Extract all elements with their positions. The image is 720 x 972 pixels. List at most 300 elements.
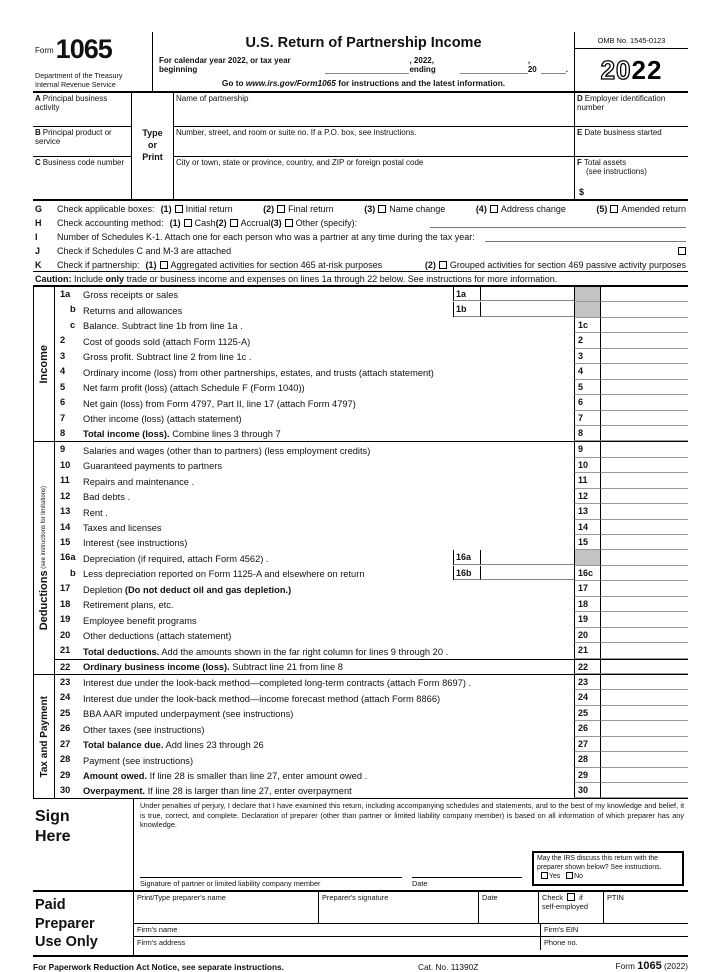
line-number-box: 16c <box>574 566 600 581</box>
option-label: Initial return <box>185 203 233 214</box>
dept-line2: Internal Revenue Service <box>35 80 116 89</box>
preparer-name-field[interactable] <box>134 892 319 923</box>
line-text <box>83 675 574 690</box>
cal-text-4: . <box>565 65 568 74</box>
shaded-cell <box>574 287 600 302</box>
line-b-amount-field[interactable] <box>600 302 688 317</box>
section-label: Income <box>38 344 50 384</box>
line-H <box>33 215 688 229</box>
street-address-field[interactable] <box>174 127 574 157</box>
line-20 <box>55 628 688 643</box>
line-number-box: 3 <box>574 349 600 364</box>
line-number-box: 19 <box>574 612 600 627</box>
line-18-amount-field[interactable] <box>600 597 688 612</box>
line-number: 27 <box>60 738 71 749</box>
form-1065-page <box>33 32 688 972</box>
line-number: 11 <box>60 475 70 486</box>
line-number-box: 25 <box>574 706 600 721</box>
line-10 <box>55 458 688 473</box>
line-4-amount-field[interactable] <box>600 364 688 379</box>
partnership-checkbox-1[interactable] <box>160 261 168 269</box>
checkbox-option <box>425 260 686 270</box>
dept-line1: Department of the Treasury <box>35 71 123 80</box>
line-1a-amount-field[interactable] <box>600 287 688 302</box>
line-label: Less depreciation reported on Form 1125-A and elsewhere on return <box>83 569 365 580</box>
line-label: Depreciation (if required, attach Form 4562) . <box>83 553 269 564</box>
line-26 <box>55 721 688 736</box>
line-number-box: 29 <box>574 768 600 783</box>
partnership-checkbox-2[interactable] <box>439 261 447 269</box>
line-3-amount-field[interactable] <box>600 349 688 364</box>
line-label: Total balance due. Add lines 23 through 26 <box>83 740 264 751</box>
name-of-partnership-label: Name of partnership <box>176 94 249 103</box>
line-16c-amount-field[interactable] <box>600 566 688 581</box>
line-27 <box>55 737 688 752</box>
dollar-sign: $ <box>579 187 585 197</box>
line-number-box: 9 <box>574 442 600 457</box>
line-11-amount-field[interactable] <box>600 473 688 488</box>
firm-ein-label: Firm's EIN <box>544 925 579 935</box>
line-text <box>83 535 574 550</box>
line-23 <box>55 675 688 690</box>
footer-form-word: Form <box>615 960 635 971</box>
principal-product-cell[interactable] <box>33 127 131 157</box>
line-1a <box>55 287 688 302</box>
option-label: Accrual <box>240 217 271 228</box>
line-22-amount-field[interactable] <box>600 660 688 674</box>
sign-here-label <box>33 799 133 890</box>
section-rows <box>55 675 688 799</box>
line-label: Gross profit. Subtract line 2 from line 1c . <box>83 352 252 363</box>
tax-year-begin-field[interactable] <box>325 65 410 74</box>
line-16b-entry-field[interactable] <box>481 566 574 580</box>
goto-suffix: for instructions and the latest information. <box>335 78 506 88</box>
checkbox-option <box>161 204 233 214</box>
line-25-amount-field[interactable] <box>600 706 688 721</box>
option-number: (4) <box>475 203 487 214</box>
entity-left-labels <box>33 93 131 199</box>
line-number: 29 <box>60 769 71 780</box>
line-H-label: Check accounting method: <box>57 217 164 228</box>
line-number: 17 <box>60 583 71 594</box>
line-number: 7 <box>60 412 66 423</box>
line-number: 25 <box>60 707 71 718</box>
item-b-label: Principal product or service <box>35 128 112 146</box>
line-number: 21 <box>60 645 71 656</box>
firm-address-field[interactable] <box>134 937 540 950</box>
line-label: Other taxes (see instructions) <box>83 724 205 735</box>
signature-date-caption: Date <box>412 879 428 889</box>
line-number-box: 14 <box>574 520 600 535</box>
line-text <box>83 458 574 473</box>
line-1b-entry-field[interactable] <box>481 302 574 316</box>
line-number-box: 18 <box>574 597 600 612</box>
line-17-amount-field[interactable] <box>600 581 688 596</box>
option-number: (1) <box>160 203 172 214</box>
shaded-cell <box>574 302 600 317</box>
self-employed-checkbox[interactable] <box>567 893 575 901</box>
line-number-box: 21 <box>574 643 600 658</box>
line-14-amount-field[interactable] <box>600 520 688 535</box>
line-text <box>83 395 574 410</box>
line-13-amount-field[interactable] <box>600 504 688 519</box>
line-label: Amount owed. If line 28 is smaller than line 27, enter amount owed . <box>83 771 368 781</box>
line-label: Overpayment. If line 28 is larger than line 27, enter overpayment <box>83 786 352 797</box>
line-number: 9 <box>60 444 66 455</box>
line-label: Guaranteed payments to partners <box>83 461 223 472</box>
line-number: 26 <box>60 723 71 734</box>
business-code-cell[interactable] <box>33 157 131 199</box>
line-text <box>83 706 574 721</box>
option-label: Cash <box>194 217 216 228</box>
line-number-box: 6 <box>574 395 600 410</box>
line-16a-amount-field[interactable] <box>600 550 688 565</box>
line-25 <box>55 706 688 721</box>
line-c <box>55 318 688 333</box>
phone-field[interactable] <box>540 937 688 950</box>
line-26-amount-field[interactable] <box>600 721 688 736</box>
line-number-box: 2 <box>574 333 600 348</box>
entity-right-labels <box>574 93 688 199</box>
applicable-box-checkbox-5[interactable] <box>610 205 618 213</box>
line-9 <box>55 442 688 457</box>
use-only-word: Use Only <box>35 933 98 950</box>
footer-form-id <box>616 960 688 972</box>
section-tax-and-payment <box>33 675 688 800</box>
entity-main-fields <box>174 93 574 199</box>
line-number: 3 <box>60 350 66 361</box>
line-number: 1a <box>60 289 71 299</box>
entity-info-grid <box>33 93 688 201</box>
line-text <box>83 333 574 348</box>
checkbox-option <box>263 204 334 214</box>
line-10-amount-field[interactable] <box>600 458 688 473</box>
line-text <box>83 550 574 565</box>
form-footer <box>33 957 688 972</box>
applicable-box-checkbox-2[interactable] <box>277 205 285 213</box>
preparer-signature-label: Preparer's signature <box>322 893 389 903</box>
inner-entry-box <box>453 302 574 316</box>
line-24-amount-field[interactable] <box>600 690 688 705</box>
tax-year-yy-field[interactable] <box>541 65 566 74</box>
inner-entry-box <box>453 287 574 301</box>
line-label: Net farm profit (loss) (attach Schedule F (Form 1040)) <box>83 383 305 394</box>
applicable-box-checkbox-3[interactable] <box>378 205 386 213</box>
line-I <box>33 229 688 243</box>
if-word: if <box>579 893 583 903</box>
item-a-letter: A <box>35 94 41 103</box>
line-9-amount-field[interactable] <box>600 442 688 457</box>
line-text <box>83 426 574 441</box>
option-number: (2) <box>424 259 436 270</box>
option-label: Grouped activities for section 469 passive activity purposes <box>449 259 686 270</box>
line-number-box: 5 <box>574 380 600 395</box>
line-label: Depletion (Do not deduct oil and gas depletion.) <box>83 584 292 595</box>
inner-line-number: 16a <box>454 550 481 564</box>
line-number: 30 <box>60 785 71 795</box>
line-text <box>83 349 574 364</box>
section-label: Deductions (see instructions for limitations) <box>38 486 50 631</box>
ptin-label: PTIN <box>607 893 624 903</box>
paid-word: Paid <box>35 897 66 914</box>
form-title-block <box>153 32 574 91</box>
checkbox-option <box>216 218 271 228</box>
line-label: Interest due under the look-back method—completed long-term contracts (attach Form 8697) . <box>83 678 472 689</box>
cal-text-1: For calendar year 2022, or tax year beginning <box>159 56 291 74</box>
no-label: No <box>574 873 583 881</box>
line-label: Balance. Subtract line 1b from line 1a . <box>83 321 243 332</box>
line-2-amount-field[interactable] <box>600 333 688 348</box>
option-number: (1) <box>145 259 157 270</box>
line-text <box>83 318 574 333</box>
phone-label: Phone no. <box>544 938 578 948</box>
line-21 <box>55 643 688 658</box>
caution-line <box>33 271 688 285</box>
item-d-label: Employer identification number <box>577 94 666 112</box>
item-c-label: Business code number <box>42 158 125 167</box>
line-number-box: 22 <box>574 660 600 674</box>
line-number: 4 <box>60 366 66 377</box>
ein-field[interactable] <box>575 93 688 127</box>
line-number: 20 <box>60 629 71 640</box>
line-label: Retirement plans, etc. <box>83 600 174 611</box>
line-28 <box>55 752 688 767</box>
omb-year-block <box>574 32 688 91</box>
signature-date-area[interactable] <box>412 877 522 888</box>
preparer-date-label: Date <box>482 893 498 903</box>
line-label: Other income (loss) (attach statement) <box>83 413 242 424</box>
form-header <box>33 32 688 93</box>
line-number-box: 12 <box>574 489 600 504</box>
line-16a-entry-field[interactable] <box>481 550 574 564</box>
sign-here-section <box>33 799 688 892</box>
preparer-signature-field[interactable] <box>319 892 479 923</box>
year-solid: 22 <box>631 54 663 85</box>
line-label: Total deductions. Add the amounts shown in the far right column for lines 9 through 20 . <box>83 646 449 657</box>
line-5-amount-field[interactable] <box>600 380 688 395</box>
item-c-letter: C <box>35 158 41 167</box>
name-of-partnership-field[interactable] <box>174 93 574 127</box>
line-label: BBA AAR imputed underpayment (see instructions) <box>83 709 294 720</box>
line-b <box>55 566 688 581</box>
line-number: 2 <box>60 335 66 346</box>
option-label: Amended return <box>621 203 686 214</box>
paperwork-notice: For Paperwork Reduction Act Notice, see separate instructions. <box>33 961 284 972</box>
line-label: Interest due under the look-back method—income forecast method (attach Form 8866) <box>83 693 441 704</box>
accounting-method-checkbox-3[interactable] <box>285 219 293 227</box>
line-text <box>83 520 574 535</box>
checkbox-option <box>596 204 686 214</box>
line-18 <box>55 597 688 612</box>
line-21-amount-field[interactable] <box>600 643 688 658</box>
option-label: Other (specify): <box>295 217 358 228</box>
line-text <box>83 302 574 317</box>
line-number: 23 <box>60 676 71 687</box>
schedules-c-m3-checkbox[interactable] <box>678 247 686 255</box>
line-number-box: 30 <box>574 783 600 798</box>
tax-year-badge <box>575 49 688 91</box>
option-number: (2) <box>215 217 227 228</box>
option-number: (5) <box>596 203 608 214</box>
line-label: Payment (see instructions) <box>83 755 194 766</box>
line-label: Employee benefit programs <box>83 615 197 626</box>
line-13 <box>55 504 688 519</box>
line-I-letter: I <box>35 231 38 242</box>
line-number: 6 <box>60 397 66 408</box>
total-assets-field[interactable] <box>575 157 688 199</box>
line-number: 28 <box>60 754 71 765</box>
line-text <box>83 489 574 504</box>
line-16a <box>55 550 688 565</box>
form-number-block <box>33 32 153 91</box>
line-27-amount-field[interactable] <box>600 737 688 752</box>
city-state-zip-field[interactable] <box>174 157 574 199</box>
inner-line-number: 1a <box>454 287 481 301</box>
line-8 <box>55 426 688 441</box>
line-label: Taxes and licenses <box>83 523 162 533</box>
line-number: 16a <box>60 552 76 563</box>
option-number: (2) <box>263 203 275 214</box>
line-text <box>83 411 574 426</box>
irs-url-link[interactable]: www.irs.gov/Form1065 <box>245 78 336 88</box>
item-e-letter: E <box>577 128 583 137</box>
paid-preparer-section <box>33 892 688 956</box>
tax-year-end-field[interactable] <box>460 65 527 74</box>
partner-signature-caption: Signature of partner or limited liability company member <box>140 879 321 889</box>
footer-form-year: (2022) <box>664 960 688 971</box>
line-19-amount-field[interactable] <box>600 612 688 627</box>
cal-text-3: , 20 <box>527 56 537 74</box>
line-12-amount-field[interactable] <box>600 489 688 504</box>
line-number-box: 7 <box>574 411 600 426</box>
year-outline: 20 <box>600 54 632 85</box>
line-text <box>83 566 574 581</box>
line-items-table <box>33 287 688 799</box>
self-employed-cell <box>539 892 604 923</box>
line-number: 18 <box>60 598 71 609</box>
line-number-box: 10 <box>574 458 600 473</box>
paid-preparer-main <box>133 892 688 954</box>
applicable-box-checkbox-4[interactable] <box>490 205 498 213</box>
line-2 <box>55 333 688 348</box>
line-28-amount-field[interactable] <box>600 752 688 767</box>
line-8-amount-field[interactable] <box>600 426 688 441</box>
caution-seg1: Include <box>74 273 106 284</box>
line-1c-amount-field[interactable] <box>600 318 688 333</box>
line-label: Cost of goods sold (attach Form 1125-A) <box>83 336 251 347</box>
partner-signature-area[interactable] <box>140 877 402 888</box>
line-number: 19 <box>60 614 71 625</box>
line-30-amount-field[interactable] <box>600 783 688 798</box>
cal-text-2: , 2022, ending <box>409 56 436 74</box>
date-business-started-field[interactable] <box>575 127 688 157</box>
section-deductions <box>33 442 688 675</box>
calendar-year-line <box>159 56 568 74</box>
line-text <box>83 597 574 612</box>
discuss-yes-checkbox[interactable] <box>541 872 548 879</box>
firm-name-field[interactable] <box>134 924 540 936</box>
line-text <box>83 380 574 395</box>
line-number-box: 17 <box>574 581 600 596</box>
line-1a-entry-field[interactable] <box>481 287 574 301</box>
firm-ein-field[interactable] <box>540 924 688 936</box>
line-label: Repairs and maintenance . <box>83 476 195 487</box>
line-23-amount-field[interactable] <box>600 675 688 690</box>
option-number: (3) <box>270 217 282 228</box>
line-label: Net gain (loss) from Form 4797, Part II, line 17 (attach Form 4797) <box>83 398 356 409</box>
other-method-specify-field[interactable] <box>430 218 686 228</box>
line-number: b <box>70 304 76 315</box>
schedules-k1-count-field[interactable] <box>485 232 686 242</box>
discuss-no-checkbox[interactable] <box>566 872 573 879</box>
line-number-box: 23 <box>574 675 600 690</box>
ptin-field[interactable] <box>604 892 688 923</box>
line-number-box: 20 <box>574 628 600 643</box>
line-15-amount-field[interactable] <box>600 535 688 550</box>
principal-business-activity-cell[interactable] <box>33 93 131 127</box>
line-6-amount-field[interactable] <box>600 395 688 410</box>
form-word: Form <box>35 46 54 55</box>
line-G <box>33 201 688 215</box>
line-J-letter: J <box>35 245 41 256</box>
caution-seg2: trade or business income and expenses on lines 1a through 22 below. See instructions for more information. <box>124 273 558 284</box>
paid-preparer-label <box>33 892 133 954</box>
line-text <box>83 612 574 627</box>
option-label: Name change <box>389 203 446 214</box>
line-20-amount-field[interactable] <box>600 628 688 643</box>
inner-line-number: 16b <box>454 566 481 580</box>
line-text <box>83 737 574 752</box>
line-7-amount-field[interactable] <box>600 411 688 426</box>
line-K <box>33 257 688 271</box>
line-29-amount-field[interactable] <box>600 768 688 783</box>
inner-entry-box <box>453 550 574 564</box>
preparer-word: Preparer <box>35 915 95 932</box>
accounting-method-checkbox-2[interactable] <box>230 219 238 227</box>
line-number: c <box>70 319 76 330</box>
line-text <box>83 504 574 519</box>
line-number: 24 <box>60 692 71 703</box>
line-number-box: 11 <box>574 473 600 488</box>
caution-only-word: only <box>105 273 125 284</box>
line-text <box>83 752 574 767</box>
line-text <box>83 643 574 658</box>
section-rows <box>55 287 688 441</box>
type-or-print-label: Type or Print <box>131 93 174 199</box>
line-15 <box>55 535 688 550</box>
caution-word: Caution: <box>35 273 72 284</box>
firm-address-label: Firm's address <box>137 938 186 948</box>
line-4 <box>55 364 688 379</box>
line-number-box: 27 <box>574 737 600 752</box>
section-label: Tax and Payment <box>38 695 50 778</box>
preparer-name-label: Print/Type preparer's name <box>137 893 226 903</box>
line-label: Other deductions (attach statement) <box>83 631 232 642</box>
line-11 <box>55 473 688 488</box>
line-number-box: 8 <box>574 426 600 441</box>
line-label: Gross receipts or sales <box>83 290 179 301</box>
sign-here-main <box>133 799 688 890</box>
line-G-letter: G <box>35 203 43 214</box>
accounting-method-checkbox-1[interactable] <box>184 219 192 227</box>
applicable-box-checkbox-1[interactable] <box>175 205 183 213</box>
line-label: Returns and allowances <box>83 305 183 316</box>
line-label: Ordinary business income (loss). Subtract line 21 from line 8 <box>83 661 343 672</box>
sign-word: Sign <box>35 808 70 826</box>
preparer-date-field[interactable] <box>479 892 539 923</box>
item-f-label: Total assets <box>583 158 627 167</box>
line-text <box>83 768 574 783</box>
